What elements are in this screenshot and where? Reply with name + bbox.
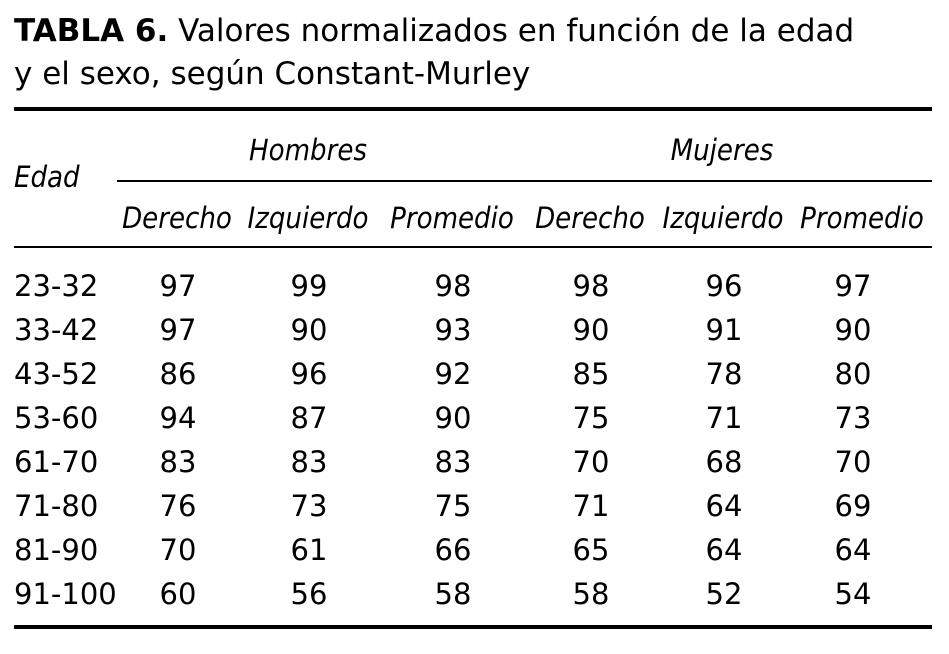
subheader-hombres-izquierdo: Izquierdo: [247, 201, 369, 235]
age-cell: 71-80: [14, 489, 99, 523]
value-cell: 66: [434, 533, 472, 567]
value-cell: 60: [159, 577, 197, 611]
table-row: [14, 396, 932, 440]
value-cell: 58: [434, 577, 472, 611]
value-cell: 65: [572, 533, 610, 567]
value-cell: 73: [834, 401, 872, 435]
age-cell: 23-32: [14, 269, 99, 303]
value-cell: 61: [290, 533, 328, 567]
age-cell: 43-52: [14, 357, 99, 391]
value-cell: 64: [705, 489, 743, 523]
value-cell: 85: [572, 357, 610, 391]
value-cell: 68: [705, 445, 743, 479]
value-cell: 58: [572, 577, 610, 611]
value-cell: 80: [834, 357, 872, 391]
table-row: [14, 572, 932, 616]
value-cell: 97: [159, 269, 197, 303]
value-cell: 69: [834, 489, 872, 523]
value-cell: 73: [290, 489, 328, 523]
value-cell: 97: [834, 269, 872, 303]
age-cell: 53-60: [14, 401, 99, 435]
value-cell: 83: [434, 445, 472, 479]
value-cell: 54: [834, 577, 872, 611]
caption-label: TABLA 6.: [14, 13, 169, 49]
value-cell: 83: [290, 445, 328, 479]
value-cell: 70: [834, 445, 872, 479]
caption-title-line2: y el sexo, según Constant-Murley: [14, 56, 531, 92]
value-cell: 71: [572, 489, 610, 523]
value-cell: 83: [159, 445, 197, 479]
table-bottom-rule: [14, 625, 932, 629]
group-header-mujeres: Mujeres: [670, 133, 774, 167]
value-cell: 90: [834, 313, 872, 347]
value-cell: 64: [705, 533, 743, 567]
data-table: [14, 264, 932, 616]
value-cell: 91: [705, 313, 743, 347]
value-cell: 87: [290, 401, 328, 435]
value-cell: 71: [705, 401, 743, 435]
subheader-mujeres-promedio: Promedio: [800, 201, 924, 235]
value-cell: 90: [434, 401, 472, 435]
value-cell: 92: [434, 357, 472, 391]
age-cell: 91-100: [14, 577, 117, 611]
value-cell: 93: [434, 313, 472, 347]
table-row: [14, 264, 932, 308]
value-cell: 90: [572, 313, 610, 347]
value-cell: 94: [159, 401, 197, 435]
table-caption: [14, 10, 934, 96]
table-row: [14, 352, 932, 396]
group-header-rule: [117, 180, 932, 182]
value-cell: 98: [572, 269, 610, 303]
group-header-hombres: Hombres: [249, 133, 367, 167]
subheader-mujeres-izquierdo: Izquierdo: [662, 201, 784, 235]
value-cell: 70: [159, 533, 197, 567]
value-cell: 76: [159, 489, 197, 523]
value-cell: 78: [705, 357, 743, 391]
age-cell: 33-42: [14, 313, 99, 347]
table-top-rule: [14, 107, 932, 111]
value-cell: 96: [290, 357, 328, 391]
value-cell: 64: [834, 533, 872, 567]
value-cell: 98: [434, 269, 472, 303]
table-row: [14, 528, 932, 572]
age-column-header: Edad: [14, 160, 80, 194]
table-row: [14, 484, 932, 528]
value-cell: 56: [290, 577, 328, 611]
subheader-mujeres-derecho: Derecho: [535, 201, 645, 235]
table-row: [14, 440, 932, 484]
caption-title-line1: Valores normalizados en función de la edad: [178, 13, 855, 49]
age-cell: 61-70: [14, 445, 99, 479]
header-bottom-rule: [14, 246, 932, 248]
table-row: [14, 308, 932, 352]
value-cell: 52: [705, 577, 743, 611]
value-cell: 99: [290, 269, 328, 303]
subheader-hombres-promedio: Promedio: [390, 201, 514, 235]
value-cell: 70: [572, 445, 610, 479]
value-cell: 75: [434, 489, 472, 523]
value-cell: 86: [159, 357, 197, 391]
value-cell: 96: [705, 269, 743, 303]
value-cell: 97: [159, 313, 197, 347]
value-cell: 75: [572, 401, 610, 435]
subheader-hombres-derecho: Derecho: [122, 201, 232, 235]
age-cell: 81-90: [14, 533, 99, 567]
value-cell: 90: [290, 313, 328, 347]
